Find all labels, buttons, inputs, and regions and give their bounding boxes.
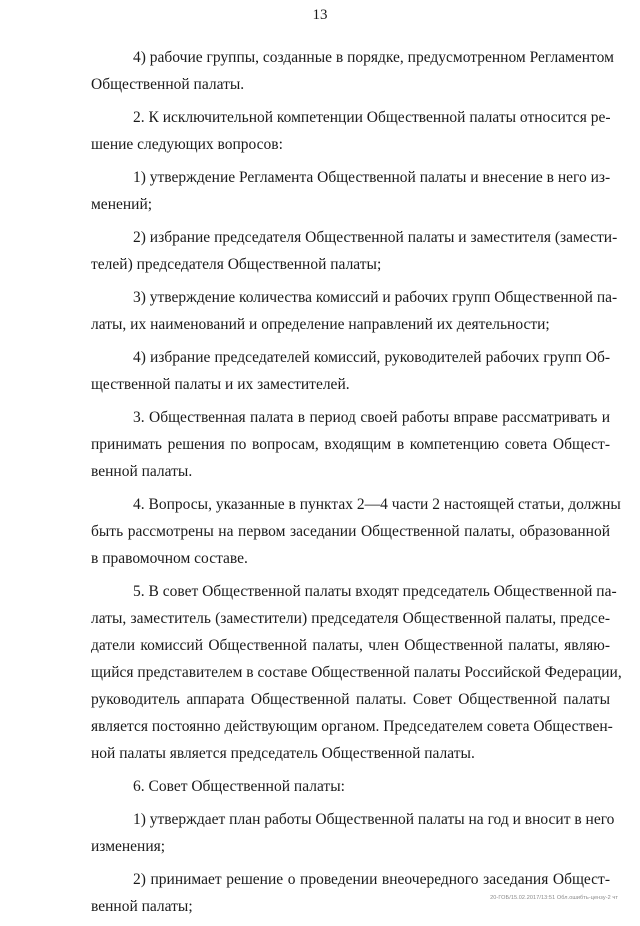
paragraph-line: щийся представителем в составе Общественной палаты Российской Федерации, <box>91 664 622 681</box>
paragraph-line: 4) избрание председателей комиссий, руководителей рабочих групп Об- <box>133 349 610 366</box>
paragraph-line: быть рассмотрены на первом заседании Общественной палаты, образованной <box>91 523 610 540</box>
paragraph-line: 2) избрание председателя Общественной палаты и заместителя (замести- <box>133 229 618 246</box>
paragraph-line: шение следующих вопросов: <box>91 136 283 153</box>
paragraph <box>91 866 610 920</box>
paragraph <box>91 104 610 158</box>
paragraph-line: венной палаты; <box>91 898 193 915</box>
document-footer-stamp: 20-ГОБ/15.02.2017/13:51 Обл.ошибть-цензу-2 чт <box>490 895 618 901</box>
paragraph-line: изменения; <box>91 838 166 855</box>
paragraph-line: ной палаты является председатель Общественной палаты. <box>91 745 475 762</box>
paragraph <box>91 44 614 98</box>
paragraph-line: датели комиссий Общественной палаты, член Общественной палаты, являю- <box>91 637 610 654</box>
paragraph-line: телей) председателя Общественной палаты; <box>91 256 382 273</box>
paragraph <box>91 491 621 572</box>
paragraph <box>91 773 610 800</box>
paragraph-line: щественной палаты и их заместителей. <box>91 376 350 393</box>
paragraph-line: латы, заместитель (заместители) председателя Общественной палаты, предсе- <box>91 610 610 627</box>
paragraph-line: 3. Общественная палата в период своей работы вправе рассматривать и <box>133 409 610 426</box>
paragraph <box>91 806 615 860</box>
paragraph-line: менений; <box>91 196 153 213</box>
paragraph-line: Общественной палаты. <box>91 76 245 93</box>
paragraph <box>91 164 610 218</box>
paragraph-line: 6. Совет Общественной палаты: <box>133 778 345 795</box>
paragraph-line: 5. В совет Общественной палаты входят председатель Общественной па- <box>133 583 617 600</box>
paragraph <box>91 344 610 398</box>
paragraph-line: латы, их наименований и определение направлений их деятельности; <box>91 316 550 333</box>
paragraph-line: 4. Вопросы, указанные в пунктах 2—4 части 2 настоящей статьи, должны <box>133 496 621 513</box>
document-body <box>91 44 622 926</box>
paragraph-line: является постоянно действующим органом. Председателем совета Обществен- <box>91 718 613 735</box>
paragraph-line: 4) рабочие группы, созданные в порядке, предусмотренном Регламентом <box>133 49 614 66</box>
paragraph-line: руководитель аппарата Общественной палаты. Совет Общественной палаты <box>91 691 610 708</box>
paragraph <box>91 224 618 278</box>
paragraph-line: 2) принимает решение о проведении внеочередного заседания Общест- <box>133 871 610 888</box>
paragraph-line: в правомочном составе. <box>91 550 248 567</box>
paragraph-line: венной палаты. <box>91 463 193 480</box>
paragraph-line: 3) утверждение количества комиссий и рабочих групп Общественной па- <box>133 289 618 306</box>
paragraph-line: принимать решения по вопросам, входящим в компетенцию совета Общест- <box>91 436 610 453</box>
page-number: 13 <box>312 7 328 23</box>
paragraph <box>91 578 622 767</box>
paragraph <box>91 284 618 338</box>
paragraph-line: 1) утверждает план работы Общественной палаты на год и вносит в него <box>133 811 615 828</box>
paragraph-line: 2. К исключительной компетенции Общественной палаты относится ре- <box>133 109 611 126</box>
paragraph-line: 1) утверждение Регламента Общественной палаты и внесение в него из- <box>133 169 611 186</box>
paragraph <box>91 404 610 485</box>
